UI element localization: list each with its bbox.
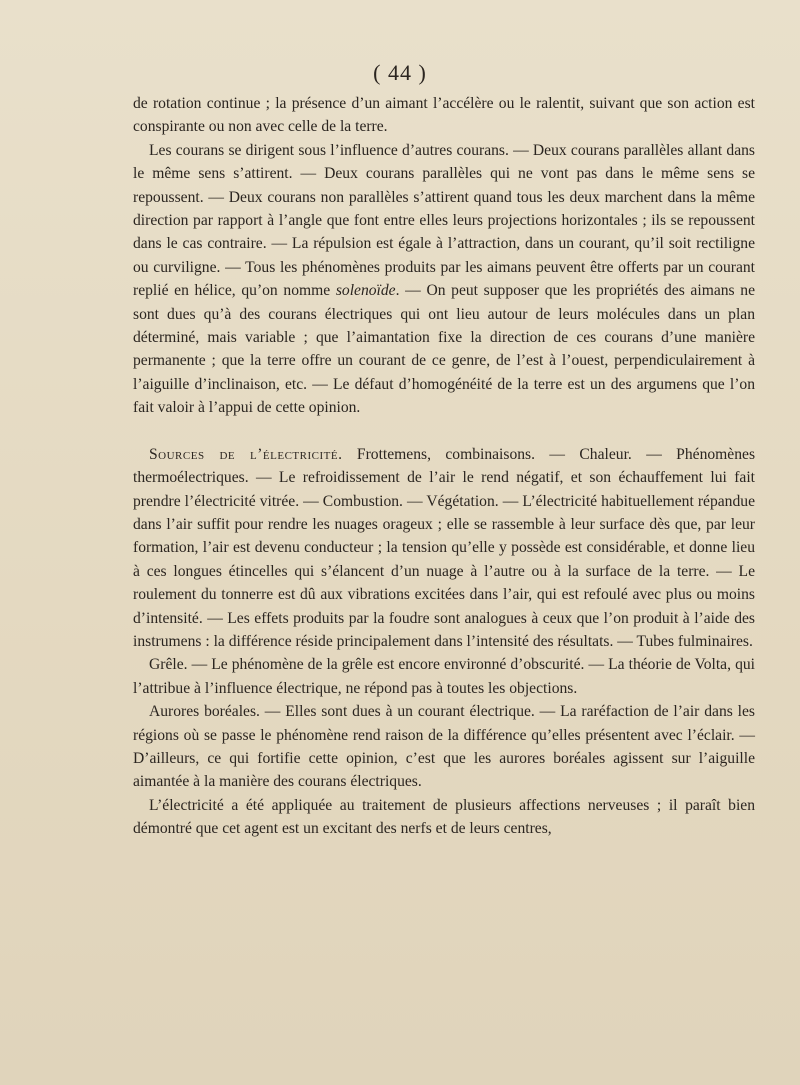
paragraph-sources [133, 443, 755, 654]
paragraph-text: Les courans se dirigent sous l’influence d’autres courans. — Deux courans parallèles allant dans le même sens s’attirent. — Deux courans parallèles qui ne vont pas dans le même sens se repoussent. — Deux courans non parallèles s’attirent quand tous les deux marchent dans la même direction par rapport à l’angle que font entre elles leurs projections horizontales ; ils se repoussent dans le cas contraire. — La répulsion est égale à l’attraction, dans un courant, qu’il soit rectiligne ou curviligne. — Tous les phénomènes produits par les aimans peuvent être offerts par un courant replié en hélice, qu’on nomme [133, 141, 755, 300]
paragraph-courans [133, 139, 755, 420]
paragraph-text: Aurores boréales. — Elles sont dues à un courant électrique. — La raréfaction de l’air dans les régions où se passe le phénomène rend raison de la différence qu’elles présentent avec l’éclair. — D’ailleurs, ce qui fortifie cette opinion, c’est que les aurores boréales agissent sur l’aiguille aimantée à la manière des courans électriques. [133, 703, 755, 791]
paragraph-text-continued: . — On peut supposer que les propriétés des aimans ne sont dues qu’à des courans électriques qui ont lieu autour de leurs molécules dans un plan déterminé, mais variable ; que l’aimantation fixe la direction de ces courans d’une manière permanente ; que la terre offre un courant de ce genre, de l’est à l’ouest, perpendiculairement à l’aiguille d’inclinaison, etc. — Le défaut d’homogénéité de la terre est un des argumens que l’on fait valoir à l’appui de cette opinion. [133, 282, 755, 417]
page-number: ( 44 ) [373, 60, 427, 85]
section-heading: Sources de l’électricité. [149, 445, 343, 463]
body-text [133, 92, 755, 841]
paragraph-electricite [133, 794, 755, 841]
paragraph-rotation [133, 92, 755, 139]
paragraph-aurores [133, 700, 755, 794]
italic-term: solenoïde [335, 282, 396, 300]
paragraph-text: Grêle. — Le phénomène de la grêle est encore environné d’obscurité. — La théorie de Volta, qui l’attribue à l’influence électrique, ne répond pas à toutes les objections. [133, 656, 755, 697]
paragraph-grele [133, 653, 755, 700]
paragraph-text: de rotation continue ; la présence d’un aimant l’accélère ou le ralentit, suivant que son action est conspirante ou non avec celle de la terre. [133, 95, 755, 136]
paragraph-text: L’électricité a été appliquée au traitement de plusieurs affections nerveuses ; il paraît bien démontré que cet agent est un excitant des nerfs et de leurs centres, [133, 796, 755, 838]
paragraph-text: Frottemens, combinaisons. — Chaleur. — Phénomènes thermoélectriques. — Le refroidissement de l’air le rend négatif, et son échauffement lui fait prendre l’électricité vitrée. — Combustion. — Végétation. — L’électricité habituellement répandue dans l’air suffit pour rendre les nuages orageux ; elle se rassemble à leur surface dès que, par leur formation, l’air est devenu conducteur ; la tension qu’elle y possède est considérable, et donne lieu à ces longues étincelles qui s’élancent d’un nuage à l’autre ou à la surface de la terre. — Le roulement du tonnerre est dû aux vibrations excitées dans l’air, qui est refoulé avec plus ou moins d’intensité. — Les effets produits par la foudre sont analogues à ceux que l’on produit à l’aide des instrumens : la différence réside principalement dans l’intensité des résultats. — Tubes fulminaires. [133, 445, 756, 650]
